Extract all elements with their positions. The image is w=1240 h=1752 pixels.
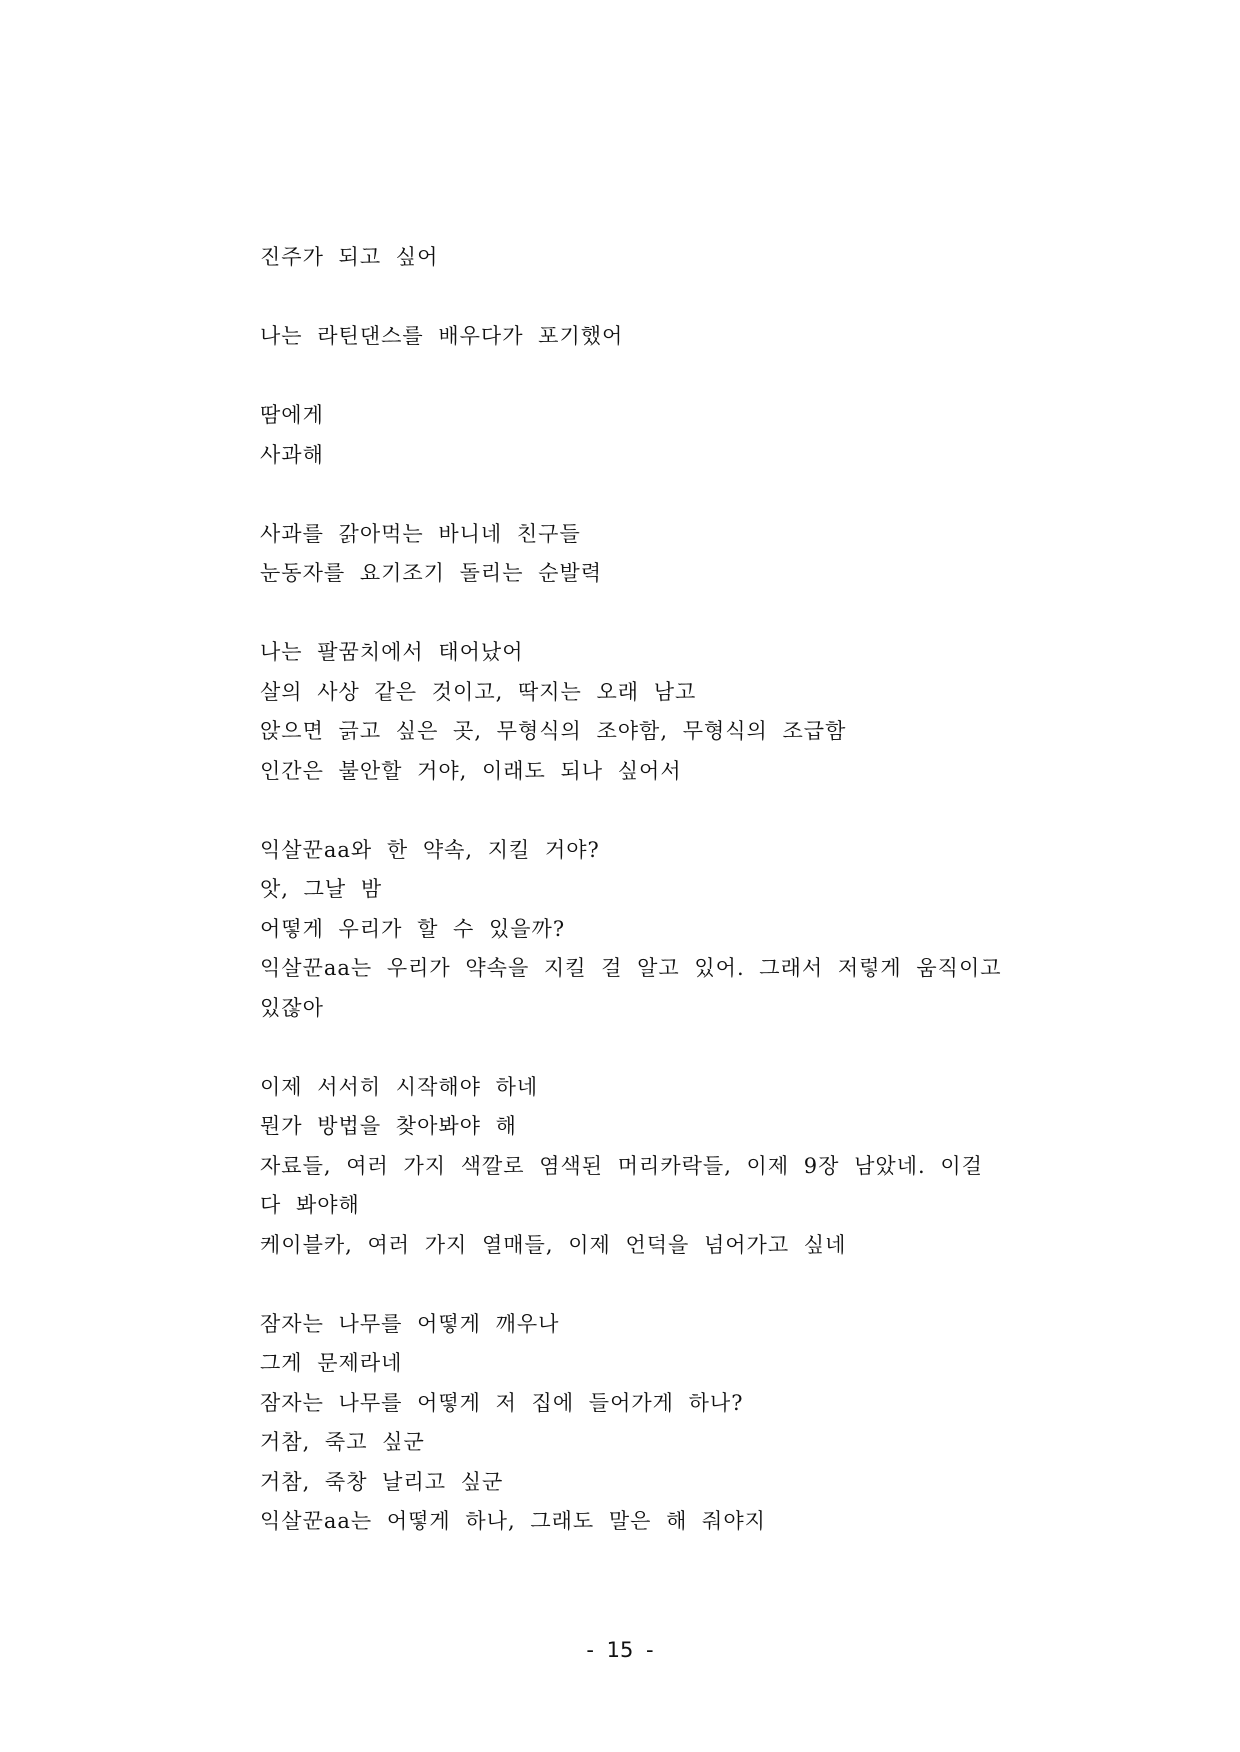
stanza-gap [260, 1028, 1000, 1068]
poem-line: 뭔가 방법을 찾아봐야 해 [260, 1114, 517, 1138]
poem-body [260, 238, 1000, 1542]
poem-line: 살의 사상 같은 것이고, 딱지는 오래 남고 [260, 679, 697, 704]
poem-line: 사과해 [260, 442, 324, 467]
poem-line: 진주가 되고 싶어 [260, 245, 439, 269]
poem-line: 눈동자를 요기조기 돌리는 순발력 [260, 561, 603, 585]
poem-line: 거참, 죽고 싶군 [260, 1430, 425, 1454]
poem-line: 나는 라틴댄스를 배우다가 포기했어 [260, 324, 624, 348]
poem-line: 인간은 불안할 거야, 이래도 되나 싶어서 [260, 758, 682, 783]
stanza-gap [260, 791, 1000, 831]
poem-line: 잠자는 나무를 어떻게 깨우나 [260, 1311, 560, 1336]
poem-line: 익살꾼aa와 한 약속, 지킬 거야? [260, 837, 600, 862]
poem-line: 나는 팔꿈치에서 태어났어 [260, 640, 524, 664]
poem-line: 자료들, 여러 가지 색깔로 염색된 머리카락들, 이제 9장 남았네. 이걸 [260, 1153, 983, 1178]
poem-line: 이제 서서히 시작해야 하네 [260, 1074, 539, 1099]
stanza-gap [260, 1265, 1000, 1305]
stanza-gap [260, 475, 1000, 515]
poem-line: 익살꾼aa는 어떻게 하나, 그래도 말은 해 줘야지 [260, 1509, 766, 1533]
stanza-gap [260, 594, 1000, 634]
poem-line: 거참, 죽창 날리고 싶군 [260, 1469, 504, 1494]
stanza-gap [260, 278, 1000, 318]
poem-line: 익살꾼aa는 우리가 약속을 지킬 걸 알고 있어. 그래서 저렇게 움직이고 [260, 956, 1002, 980]
poem-line: 있잖아 [260, 995, 324, 1020]
poem-line: 앗, 그날 밤 [260, 877, 383, 901]
poem-line: 사과를 갉아먹는 바니네 친구들 [260, 521, 581, 546]
poem-line: 잠자는 나무를 어떻게 저 집에 들어가게 하나? [260, 1390, 744, 1415]
poem-line: 어떻게 우리가 할 수 있을까? [260, 916, 566, 941]
stanza-gap [260, 357, 1000, 397]
poem-line: 케이블카, 여러 가지 열매들, 이제 언덕을 넘어가고 싶네 [260, 1232, 847, 1257]
page-number: - 15 - [586, 1638, 654, 1662]
poem-line: 땀에게 [260, 403, 324, 427]
poem-line: 앉으면 긁고 싶은 곳, 무형식의 조야함, 무형식의 조급함 [260, 719, 847, 743]
poem-line: 다 봐야해 [260, 1193, 360, 1217]
poem-line: 그게 문제라네 [260, 1351, 403, 1375]
